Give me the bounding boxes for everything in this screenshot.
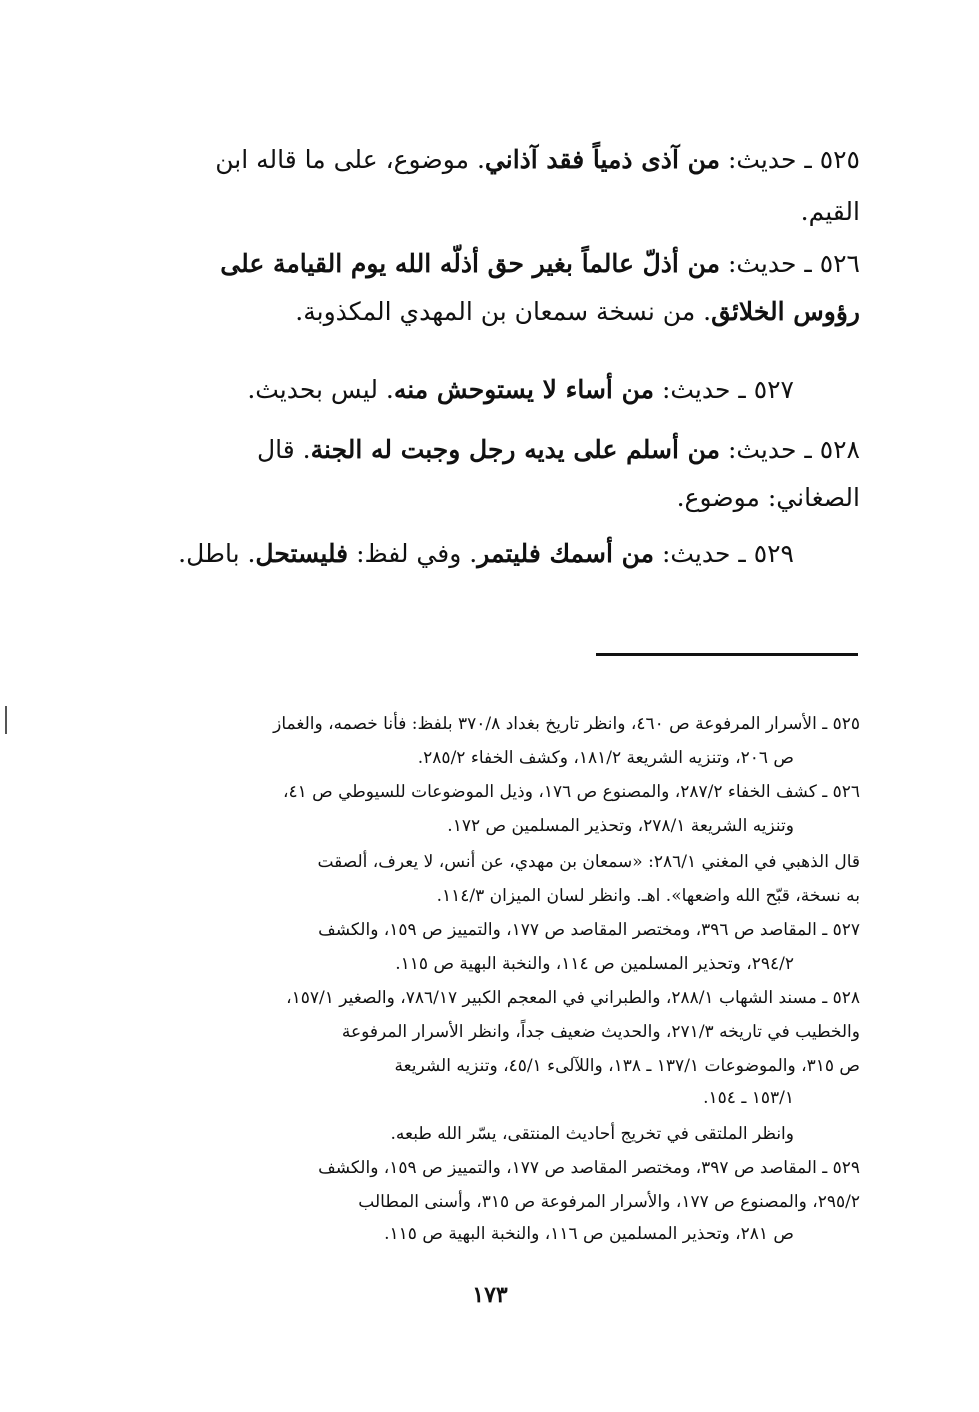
footnote-527-line-1: ٥٢٧ ـ المقاصد ص ٣٩٦، ومختصر المقاصد ص ١٧٧، والتمييز ص ١٥٩، والكشف [318, 920, 860, 940]
footnote-528-line-2: والخطيب في تاريخه ٢٧١/٣، والحديث ضعيف جداً، وانظر الأسرار المرفوعة [341, 1022, 860, 1042]
hadith-text: من أساء لا يستوحش منه [393, 375, 655, 404]
verdict: . قال [257, 435, 311, 464]
entry-number: ٥٢٩ ـ [738, 539, 794, 568]
footnote-526-line-3: قال الذهبي في المغني ٢٨٦/١: «سمعان بن مهدي، عن أنس، لا يعرف، ألصقت [317, 852, 860, 872]
hadith-526-line-2 [122, 290, 860, 334]
hadith-529-line-1: ٥٢٩ ـ حديث: من أسمك فليتمر. وفي لفظ: فليستحل. باطل. [178, 539, 794, 568]
hadith-525-line-2: القيم. [800, 197, 860, 226]
footnote-529-line-2: ٢٩٥/٢، والمصنوع ص ١٧٧، والأسرار المرفوعة ص ٣١٥، وأسنى المطالب [358, 1192, 860, 1212]
scan-edge-mark [5, 706, 7, 734]
hadith-text: من أسمك فليتمر [477, 539, 655, 568]
footnote-526-line-2: وتنزيه الشريعة ٢٧٨/١، وتحذير المسلمين ص ١٧٢. [447, 816, 794, 836]
verdict: . موضوع، على ما قاله ابن [215, 145, 485, 174]
hadith-text: رؤوس الخلائق [711, 297, 860, 326]
hadith-text: من أسلم على يديه رجل وجبت له الجنة [310, 435, 721, 464]
verdict: . من نسخة سمعان بن المهدي المكذوبة. [295, 297, 712, 326]
footnote-separator [596, 653, 858, 656]
footnote-528-line-3: ص ٣١٥، والموضوعات ١٣٧/١ ـ ١٣٨، واللآلىء ٤٥/١، وتنزيه الشريعة [394, 1056, 860, 1076]
footnote-529-line-1: ٥٢٩ ـ المقاصد ص ٣٩٧، ومختصر المقاصد ص ١٧٧، والتمييز ص ١٥٩، والكشف [318, 1158, 860, 1178]
footnote-526-line-1: ٥٢٦ ـ كشف الخفاء ٢٨٧/٢، والمصنوع ص ١٧٦، وذيل الموضوعات للسيوطي ص ٤١، [282, 782, 860, 802]
verdict: . باطل. [178, 539, 256, 568]
footnote-525-line-1: ٥٢٥ ـ الأسرار المرفوعة ص ٤٦٠، وانظر تاريخ بغداد ٣٧٠/٨ بلفظ: فأنا خصمه، والغماز [273, 714, 860, 734]
hadith-527-line-1: ٥٢٧ ـ حديث: من أساء لا يستوحش منه. ليس بحديث. [247, 375, 794, 404]
footnote-528-line-5: وانظر الملتقى في تخريج أحاديث المنتقى، يسّر الله طبعه. [390, 1124, 794, 1144]
entry-number: ٥٢٧ ـ [738, 375, 794, 404]
footnote-528-line-4: ١٥٣/١ ـ ١٥٤. [703, 1088, 794, 1108]
hadith-525-line-1: ٥٢٥ ـ حديث: من آذى ذمياً فقد آذاني. موضوع، على ما قاله ابن [215, 145, 860, 174]
footnote-528-line-1: ٥٢٨ ـ مسند الشهاب ٢٨٨/١، والطبراني في المعجم الكبير ٧٨٦/١٧، والصغير ١٥٧/١، [286, 988, 860, 1008]
footnote-526-line-4: به نسخة، قبّح الله واضعها». اهـ. وانظر لسان الميزان ١١٤/٣. [436, 886, 860, 906]
page-number: ١٧٣ [472, 1282, 508, 1308]
hadith-variant: فليستحل [255, 539, 349, 568]
footnote-527-line-2: ٢٩٤/٢، وتحذير المسلمين ص ١١٤، والنخبة البهية ص ١١٥. [395, 954, 794, 974]
entry-number: ٥٢٥ ـ [804, 145, 860, 174]
hadith-526-line-1: ٥٢٦ ـ حديث: من أذلّ عالماً بغير حق أذلّه الله يوم القيامة على [220, 249, 860, 278]
entry-number: ٥٢٦ ـ [804, 249, 860, 278]
hadith-528-line-1: ٥٢٨ ـ حديث: من أسلم على يديه رجل وجبت له الجنة. قال [257, 435, 860, 464]
footnote-529-line-3: ص ٢٨١، وتحذير المسلمين ص ١١٦، والنخبة البهية ص ١١٥. [384, 1224, 794, 1244]
entry-number: ٥٢٨ ـ [804, 435, 860, 464]
footnote-525-line-2: ص ٢٠٦، وتنزيه الشريعة ١٨١/٢، وكشف الخفاء ٢٨٥/٢. [417, 748, 794, 768]
hadith-text: من أذلّ عالماً بغير حق أذلّه الله يوم القيامة على [220, 249, 721, 278]
hadith-528-line-2: الصغاني: موضوع. [676, 483, 860, 512]
hadith-text: من آذى ذمياً فقد آذاني [484, 145, 721, 174]
verdict: . ليس بحديث. [247, 375, 394, 404]
